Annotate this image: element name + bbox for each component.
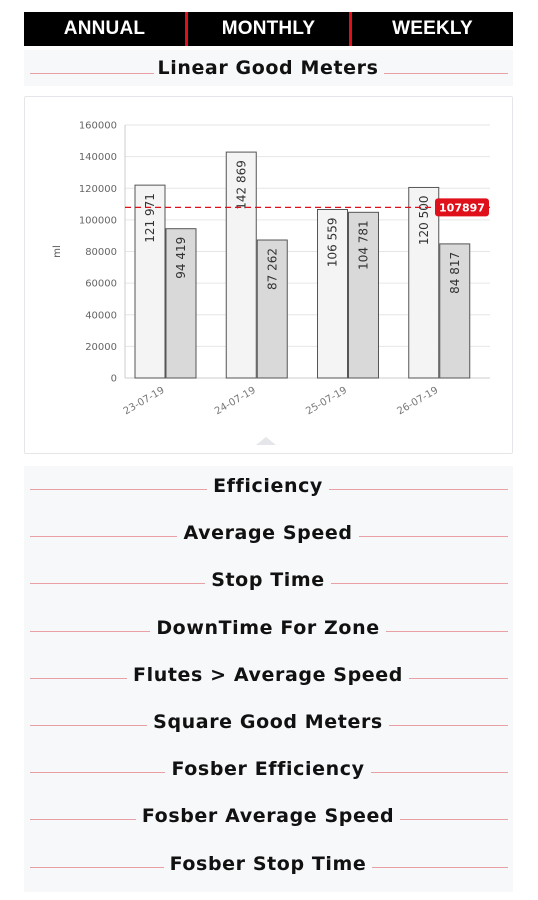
title-rule-right [384, 73, 508, 74]
menu-rule-left [30, 631, 150, 632]
menu-item-label: Fosber Average Speed [141, 805, 395, 828]
menu-item-label: Average Speed [183, 522, 353, 545]
menu-rule-left [30, 725, 147, 726]
collapse-caret[interactable] [256, 437, 276, 445]
menu-rule-right [372, 867, 508, 868]
menu-rule-left [30, 489, 207, 490]
chart-card [24, 96, 513, 454]
menu-item-label: Fosber Stop Time [169, 852, 367, 875]
menu-item-label: Stop Time [211, 569, 325, 592]
metrics-menu [24, 466, 513, 892]
bar-value-label: 142 869 [234, 160, 249, 210]
menu-rule-right [359, 536, 508, 537]
y-tick-label: 60000 [85, 278, 117, 290]
menu-item-downtime-for-zone[interactable] [24, 608, 513, 648]
menu-rule-right [386, 631, 508, 632]
menu-item-label: Efficiency [213, 475, 323, 497]
chart-section-header[interactable] [24, 50, 513, 86]
x-tick-label: 24-07-19 [212, 385, 258, 418]
x-tick-label: 26-07-19 [395, 385, 441, 418]
menu-rule-right [409, 678, 508, 679]
bar-value-label: 104 781 [356, 220, 371, 270]
y-tick-label: 80000 [85, 247, 117, 258]
menu-rule-left [30, 867, 164, 868]
menu-item-label: Fosber Efficiency [171, 758, 365, 781]
menu-rule-left [30, 819, 136, 820]
menu-item-label: Flutes > Average Speed [133, 663, 403, 686]
tab-weekly[interactable]: WEEKLY [392, 18, 473, 39]
period-tab-bar [24, 12, 513, 46]
x-tick-label: 23-07-19 [121, 385, 167, 418]
reference-badge-label: 107897 [439, 201, 485, 215]
y-tick-label: 160000 [78, 120, 117, 132]
menu-item-stop-time[interactable] [24, 560, 513, 600]
title-rule-left [30, 73, 154, 74]
y-tick-label: 120000 [78, 183, 117, 195]
menu-item-label: DownTime For Zone [156, 616, 380, 639]
menu-rule-left [30, 583, 205, 584]
y-tick-label: 100000 [78, 215, 117, 227]
bar-value-label: 87 262 [265, 248, 280, 291]
chart-section-title: Linear Good Meters [157, 57, 379, 79]
menu-item-fosber-stop-time[interactable] [24, 844, 513, 884]
menu-item-fosber-efficiency[interactable] [24, 749, 513, 789]
y-tick-label: 40000 [85, 310, 117, 322]
menu-rule-right [329, 489, 508, 490]
y-tick-label: 140000 [78, 152, 117, 164]
x-tick-label: 25-07-19 [304, 385, 349, 418]
menu-item-square-good-meters[interactable] [24, 702, 513, 742]
bar-value-label: 120 500 [416, 195, 431, 246]
bar-value-label: 106 559 [325, 217, 340, 268]
menu-rule-right [371, 772, 508, 773]
menu-rule-right [400, 819, 508, 820]
tab-annual[interactable]: ANNUAL [63, 18, 146, 39]
menu-rule-right [389, 725, 508, 726]
menu-item-flutes-average-speed[interactable] [24, 655, 513, 695]
tab-monthly[interactable]: MONTHLY [221, 18, 316, 39]
menu-rule-left [30, 678, 127, 679]
y-axis-label: ml [52, 245, 63, 258]
menu-item-average-speed[interactable] [24, 513, 513, 553]
bar-chart [25, 97, 514, 455]
menu-rule-left [30, 536, 177, 537]
y-tick-label: 20000 [85, 341, 117, 353]
menu-item-fosber-average-speed[interactable] [24, 796, 513, 836]
menu-rule-right [331, 583, 508, 584]
menu-item-label: Square Good Meters [153, 711, 383, 733]
bar-value-label: 94 419 [174, 236, 188, 279]
bar-value-label: 121 971 [143, 193, 157, 243]
bar-value-label: 84 817 [447, 251, 462, 294]
menu-rule-left [30, 772, 165, 773]
y-tick-label: 0 [110, 373, 117, 385]
menu-item-efficiency[interactable] [24, 466, 513, 506]
